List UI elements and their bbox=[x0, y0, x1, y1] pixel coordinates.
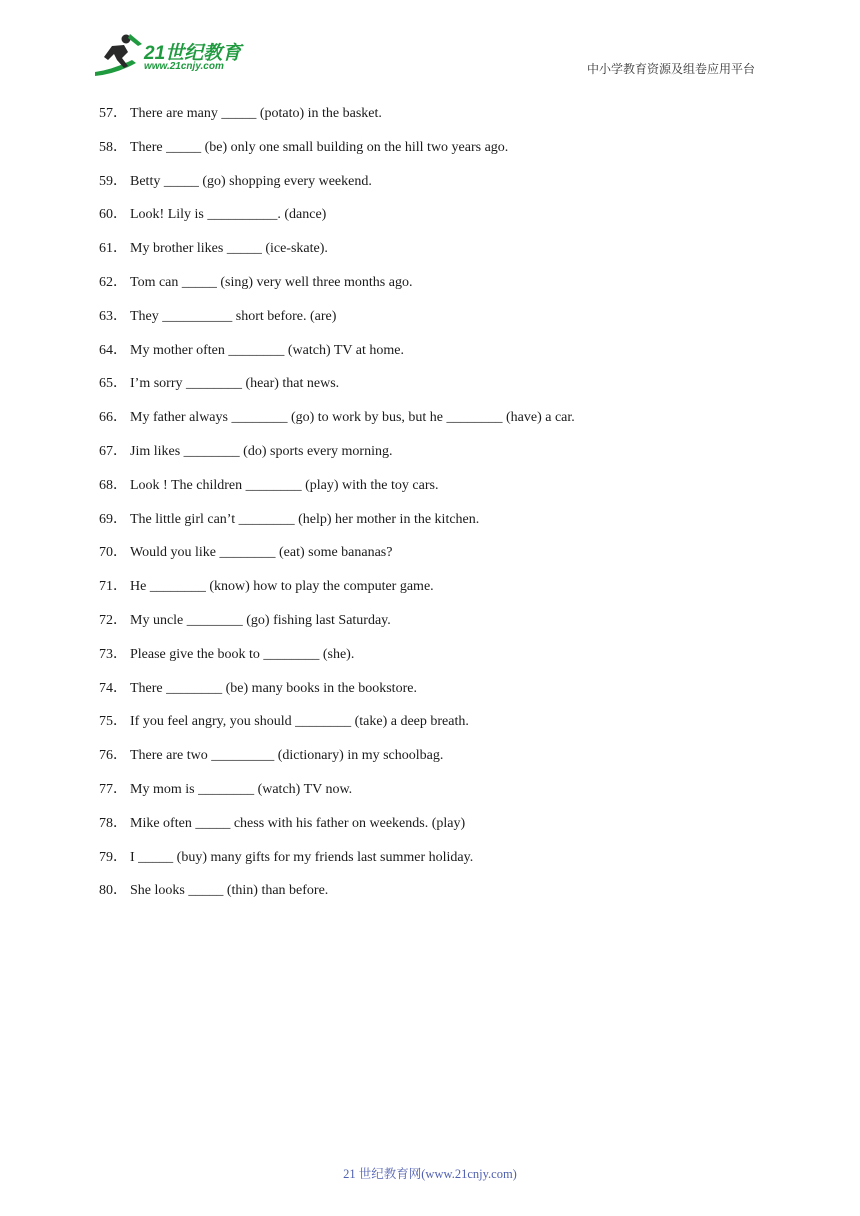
question-text: Look ! The children ________ (play) with the toy cars. bbox=[130, 477, 439, 493]
question-item bbox=[99, 543, 779, 577]
question-number: 79． bbox=[99, 849, 127, 865]
question-text: Jim likes ________ (do) sports every morning. bbox=[130, 443, 393, 459]
question-number: 76． bbox=[99, 748, 127, 764]
question-item bbox=[99, 172, 779, 206]
question-item bbox=[99, 645, 779, 679]
question-item bbox=[99, 712, 779, 746]
question-text: Mike often _____ chess with his father on weekends. (play) bbox=[130, 815, 466, 831]
question-item bbox=[99, 408, 779, 442]
question-number: 58． bbox=[99, 139, 127, 155]
question-text: My father always ________ (go) to work by bus, but he ________ (have) a car. bbox=[130, 410, 575, 426]
question-item bbox=[99, 611, 779, 645]
question-number: 72． bbox=[99, 612, 127, 628]
question-item bbox=[99, 104, 779, 138]
question-number: 75． bbox=[99, 714, 127, 730]
question-item bbox=[99, 510, 779, 544]
logo-url: www.21cnjy.com bbox=[144, 61, 224, 72]
question-text: Look! Lily is __________. (dance) bbox=[130, 207, 327, 223]
question-item bbox=[99, 273, 779, 307]
question-text: My mother often ________ (watch) TV at home. bbox=[130, 342, 404, 358]
question-number: 61． bbox=[99, 241, 127, 257]
question-text: Please give the book to ________ (she). bbox=[130, 646, 355, 662]
question-text: The little girl can’t ________ (help) her mother in the kitchen. bbox=[130, 511, 480, 527]
question-text: Tom can _____ (sing) very well three months ago. bbox=[130, 274, 413, 290]
question-number: 70． bbox=[99, 545, 127, 561]
question-text: My mom is ________ (watch) TV now. bbox=[130, 781, 353, 797]
question-text: There are two _________ (dictionary) in my schoolbag. bbox=[130, 748, 444, 764]
question-number: 66． bbox=[99, 410, 127, 426]
question-item bbox=[99, 814, 779, 848]
question-item bbox=[99, 307, 779, 341]
question-item bbox=[99, 341, 779, 375]
question-item bbox=[99, 442, 779, 476]
question-number: 67． bbox=[99, 443, 127, 459]
question-number: 59． bbox=[99, 173, 127, 189]
runner-logo-icon bbox=[92, 30, 144, 80]
question-number: 77． bbox=[99, 781, 127, 797]
question-item bbox=[99, 476, 779, 510]
question-text: They __________ short before. (are) bbox=[130, 308, 337, 324]
question-text: I _____ (buy) many gifts for my friends last summer holiday. bbox=[130, 849, 474, 865]
logo-text: 21世纪教育 bbox=[144, 43, 242, 64]
question-text: My uncle ________ (go) fishing last Saturday. bbox=[130, 612, 391, 628]
question-list bbox=[99, 104, 779, 915]
question-text: There are many _____ (potato) in the basket. bbox=[130, 106, 382, 121]
question-number: 60． bbox=[99, 207, 127, 223]
question-text: He ________ (know) how to play the computer game. bbox=[130, 579, 434, 595]
question-item bbox=[99, 780, 779, 814]
question-item bbox=[99, 239, 779, 273]
question-item bbox=[99, 881, 779, 915]
question-number: 65． bbox=[99, 376, 127, 392]
question-number: 68． bbox=[99, 477, 127, 493]
question-number: 62． bbox=[99, 274, 127, 290]
question-number: 63． bbox=[99, 308, 127, 324]
question-text: Betty _____ (go) shopping every weekend. bbox=[130, 173, 372, 189]
question-number: 64． bbox=[99, 342, 127, 358]
question-number: 71． bbox=[99, 579, 127, 595]
question-item bbox=[99, 577, 779, 611]
question-item bbox=[99, 205, 779, 239]
question-text: There ________ (be) many books in the bookstore. bbox=[130, 680, 417, 696]
question-number: 73． bbox=[99, 646, 127, 662]
question-text: I’m sorry ________ (hear) that news. bbox=[130, 376, 340, 392]
question-item bbox=[99, 848, 779, 882]
question-number: 69． bbox=[99, 511, 127, 527]
question-text: She looks _____ (thin) than before. bbox=[130, 883, 329, 899]
page-header bbox=[0, 0, 860, 90]
question-number: 74． bbox=[99, 680, 127, 696]
question-text: If you feel angry, you should ________ (take) a deep breath. bbox=[130, 714, 469, 730]
question-text: My brother likes _____ (ice-skate). bbox=[130, 241, 328, 257]
question-text: Would you like ________ (eat) some bananas? bbox=[130, 545, 393, 561]
question-item bbox=[99, 138, 779, 172]
question-number: 80． bbox=[99, 883, 127, 899]
page-footer[interactable]: 21 世纪教育网(www.21cnjy.com) bbox=[343, 1167, 517, 1181]
site-logo bbox=[92, 30, 262, 80]
question-item bbox=[99, 746, 779, 780]
question-number: 78． bbox=[99, 815, 127, 831]
question-number: 57． bbox=[99, 106, 127, 121]
question-item bbox=[99, 679, 779, 713]
platform-title: 中小学教育资源及组卷应用平台 bbox=[586, 62, 755, 76]
question-item bbox=[99, 374, 779, 408]
question-text: There _____ (be) only one small building on the hill two years ago. bbox=[130, 139, 509, 155]
